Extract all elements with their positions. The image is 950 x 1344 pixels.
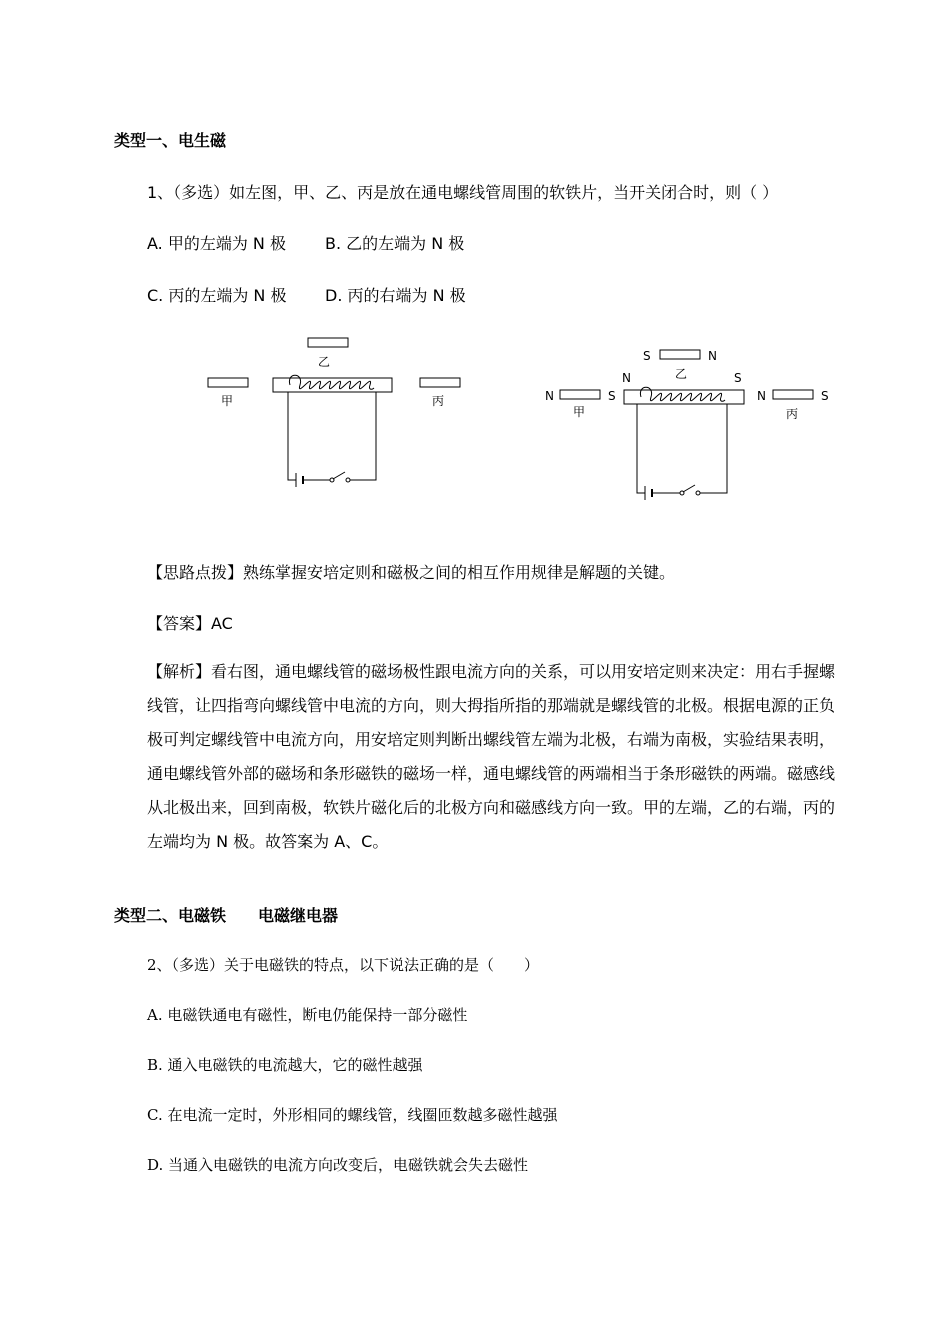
hint-text: 【思路点拨】熟练掌握安培定则和磁极之间的相互作用规律是解题的关键。 [147,563,676,582]
bing-bar [420,378,460,387]
analysis-text: 【解析】看右图，通电螺线管的磁场极性跟电流方向的关系，可以用安培定则来决定：用右手握螺线管，让四指弯向螺线管中电流的方向，则大拇指所指的那端就是螺线管的北极。根据电源的正负极可判定螺线管中电流方向，用安培定则判断出螺线管左端为北极，右端为南极，实验结果表明，通电螺线管外部的磁场和条形磁铁的磁场一样，通电螺线管的两端相当于条形磁铁的两端。磁感线从北极出来，回到南极，软铁片磁化后的北极方向和磁感线方向一致。甲的左端，乙的右端，丙的左端均为 N 极。故答案为 A、C。 [147,662,836,851]
option-c: C. 丙的左端为 N 极 [147,286,287,305]
question1-text: 1、（多选）如左图，甲、乙、丙是放在通电螺线管周围的软铁片，当开关闭合时，则（ ） [147,183,779,202]
jia-label-right: 甲 [573,405,586,419]
option-d: D. 丙的右端为 N 极 [325,286,466,305]
bing-bar-right [773,390,813,399]
coil-right [640,387,725,401]
yi-label-right: 乙 [675,367,688,381]
bing-left-pole: N [757,389,766,403]
yi-bar [308,338,348,347]
solenoid-core [273,378,392,392]
q2-option-b: B. 通入电磁铁的电流越大，它的磁性越强 [147,1056,423,1074]
option-a: A. 甲的左端为 N 极 [147,234,286,253]
yi-label: 乙 [318,355,331,369]
coil [289,375,374,389]
solenoid-core-right [624,390,744,404]
jia-right-pole: S [608,389,616,403]
section2-heading: 类型二、电磁铁 电磁继电器 [114,906,339,925]
bing-label-right: 丙 [786,407,799,421]
jia-label: 甲 [221,394,234,408]
jia-bar-right [560,390,600,399]
coil-right-pole: S [734,371,742,385]
yi-right-pole: N [708,349,717,363]
right-solenoid-figure [540,340,840,510]
left-solenoid-figure [200,330,470,500]
q2-option-a: A. 电磁铁通电有磁性，断电仍能保持一部分磁性 [147,1006,468,1024]
answer-text: 【答案】AC [147,614,233,633]
jia-bar [208,378,248,387]
option-b: B. 乙的左端为 N 极 [325,234,465,253]
yi-left-pole: S [643,349,651,363]
section1-heading: 类型一、电生磁 [114,131,227,150]
jia-left-pole: N [545,389,554,403]
question2-text: 2、（多选）关于电磁铁的特点，以下说法正确的是（ ） [147,956,540,974]
bing-right-pole: S [821,389,829,403]
q2-option-c: C. 在电流一定时，外形相同的螺线管，线圈匝数越多磁性越强 [147,1106,558,1124]
q2-option-d: D. 当通入电磁铁的电流方向改变后，电磁铁就会失去磁性 [147,1156,529,1174]
wire-left [288,392,296,480]
yi-bar-right [660,350,700,359]
coil-left-pole: N [622,371,631,385]
bing-label: 丙 [432,394,445,408]
wire-right [350,392,376,480]
